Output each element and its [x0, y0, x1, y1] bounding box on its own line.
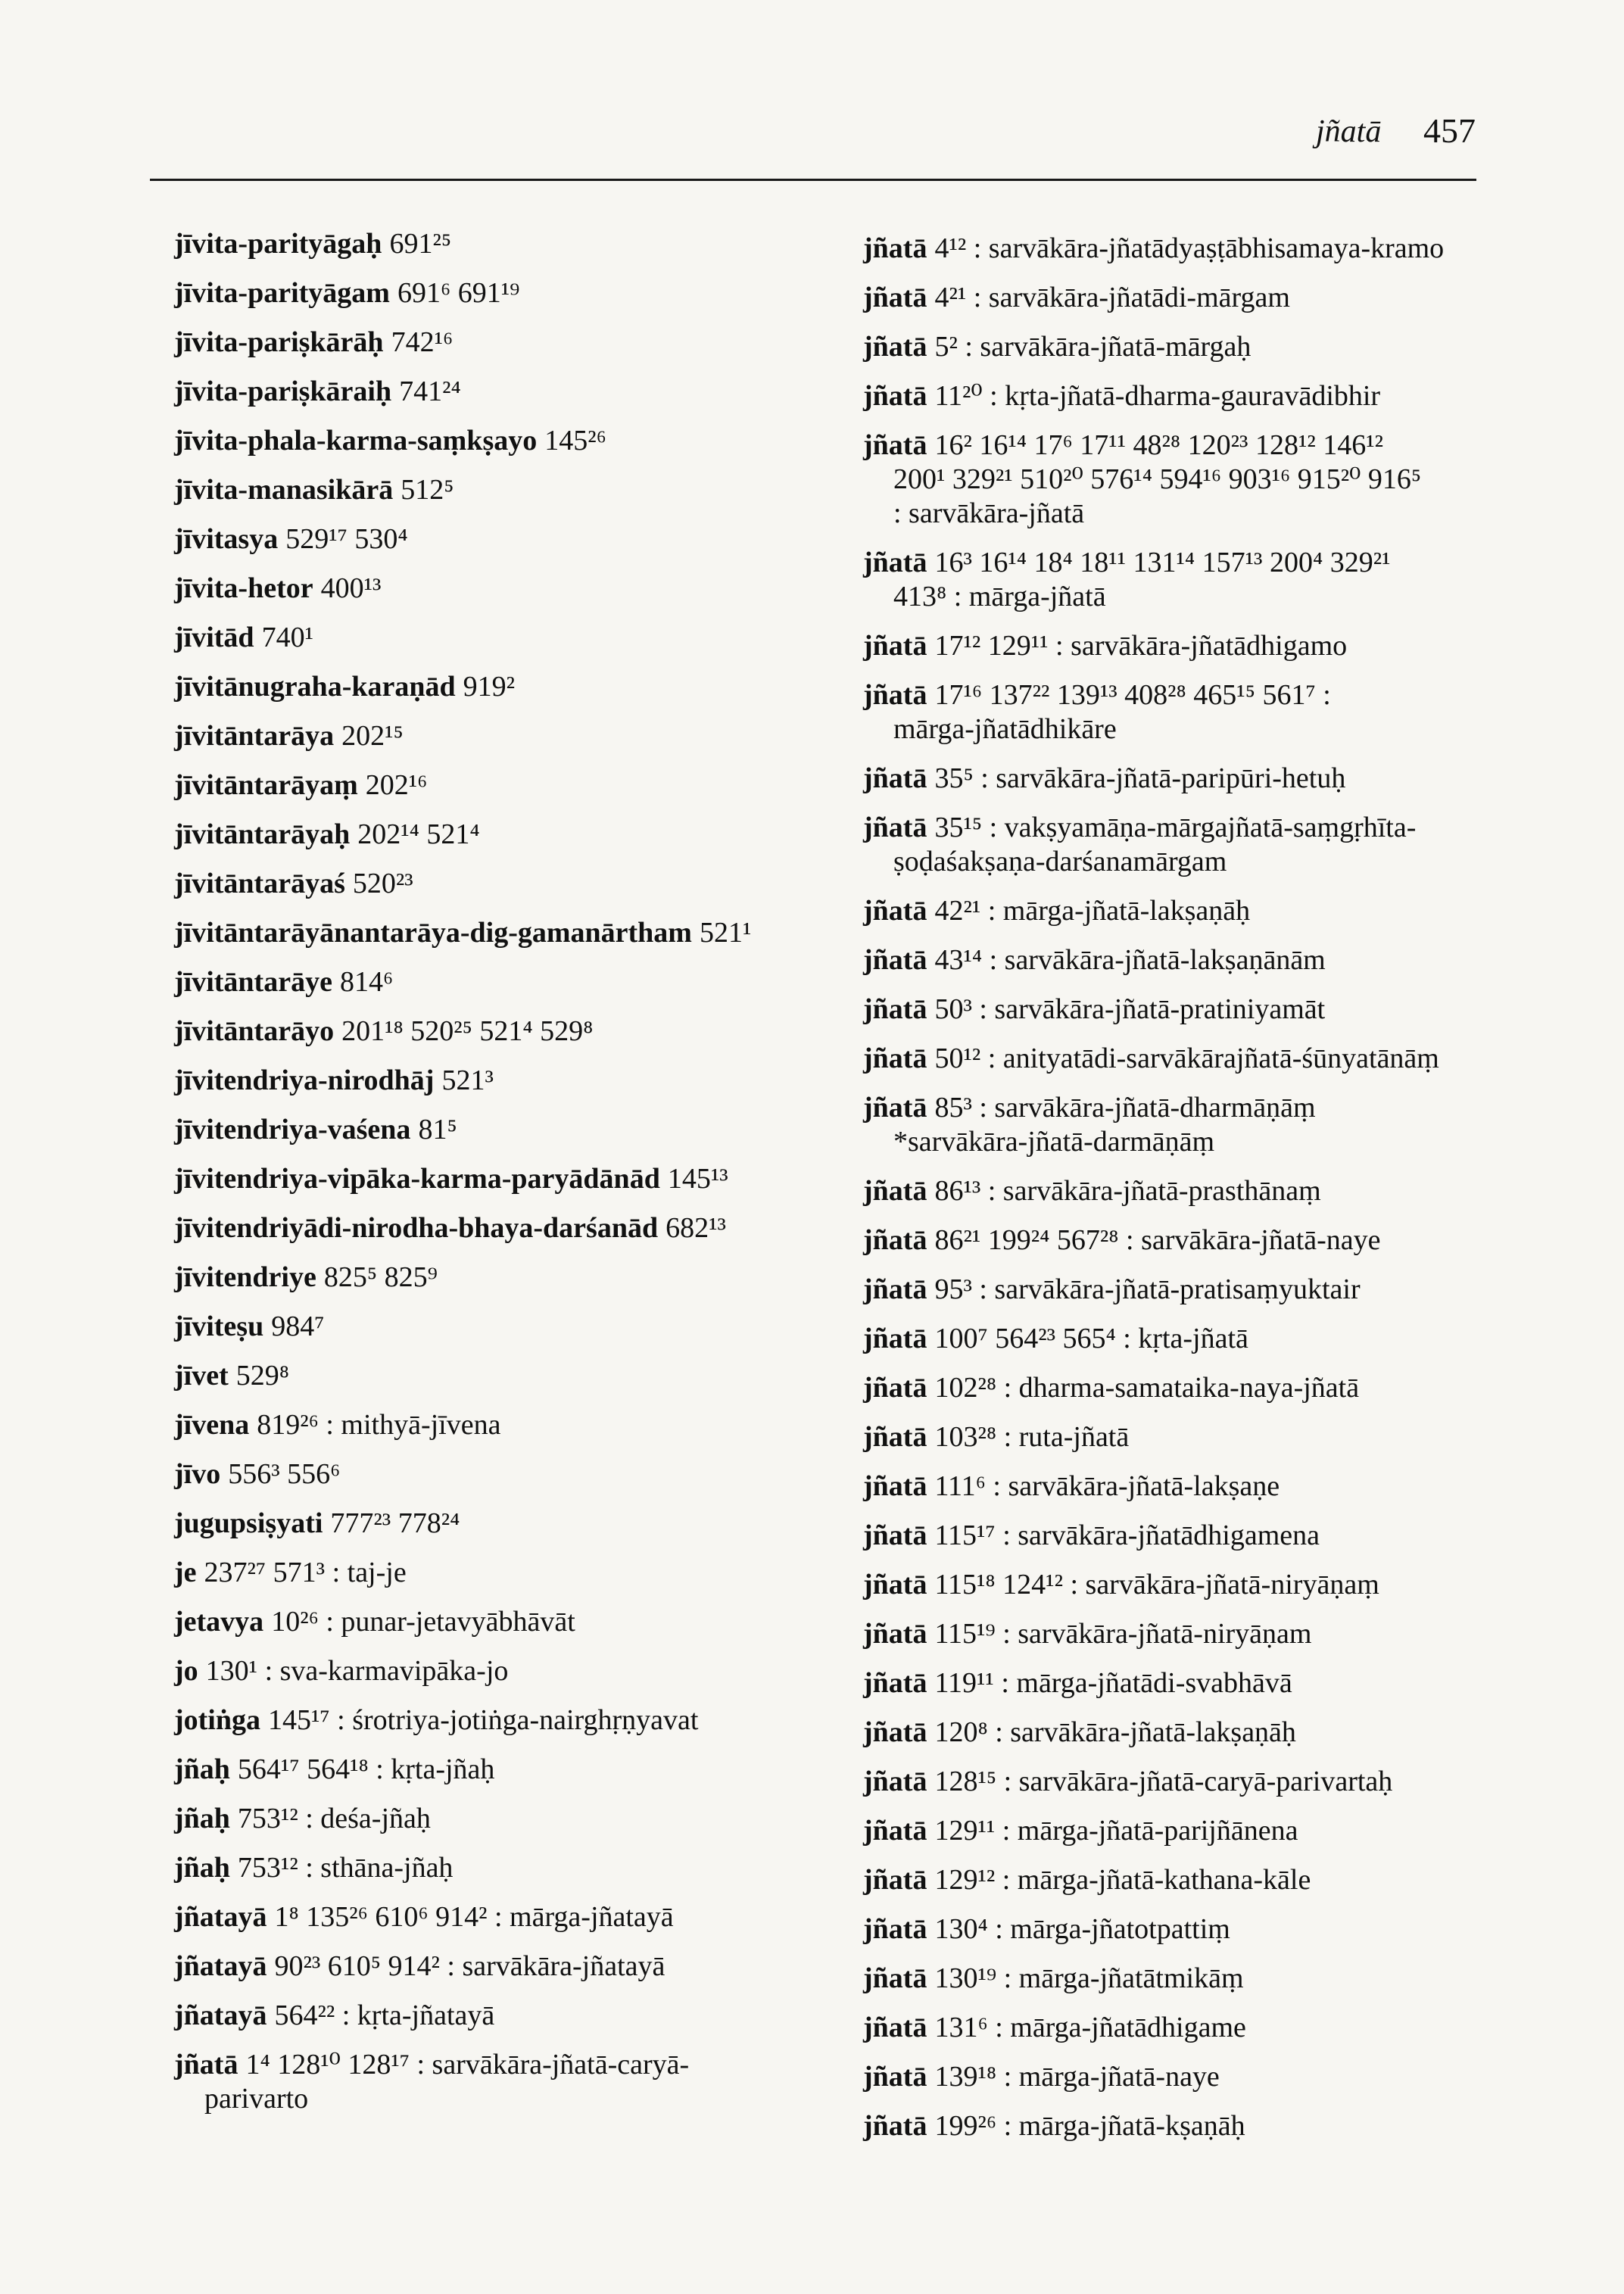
index-entry [174, 1999, 840, 2048]
entry-gloss: : [1323, 679, 1331, 711]
entry-gloss: : sarvākāra-jñatādyaṣṭābhisamaya-kramo [973, 232, 1445, 264]
index-entry [174, 473, 840, 522]
entry-references: 90²³ 610⁵ 914² [274, 1950, 440, 1982]
entry-references: 825⁵ 825⁹ [323, 1261, 438, 1293]
index-entry [863, 379, 1514, 429]
entry-references: 16² 16¹⁴ 17⁶ 17¹¹ 48²⁸ 120²³ 128¹² 146¹² [934, 429, 1384, 461]
index-entry [174, 1457, 840, 1507]
index-entry [174, 276, 840, 326]
entry-references: 120⁸ [934, 1716, 988, 1748]
entry-headword: jīvita-parityāgaḥ [174, 228, 382, 260]
entry-gloss: : mārga-jñatādi-svabhāvā [1001, 1667, 1292, 1699]
index-entry [863, 1765, 1514, 1814]
entry-continuation: 200¹ 329²¹ 510²⁰ 576¹⁴ 594¹⁶ 903¹⁶ 915²⁰ 916⁵ [893, 463, 1422, 495]
index-entry [174, 670, 840, 719]
entry-references: 111⁶ [934, 1470, 986, 1502]
index-entry [174, 1654, 840, 1703]
index-entry [174, 916, 840, 965]
index-entry [863, 629, 1514, 678]
index-entry [174, 1064, 840, 1113]
entry-headword: jīvitāntarāya [174, 720, 335, 752]
entry-headword: jñatā [863, 429, 927, 461]
entry-references: 115¹⁷ [934, 1519, 996, 1551]
entry-references: 521¹ [699, 917, 752, 949]
entry-continuation: mārga-jñatādhikāre [893, 713, 1117, 745]
index-entry [863, 1470, 1514, 1519]
entry-gloss: : anityatādi-sarvākārajñatā-śūnyatānāṃ [987, 1043, 1439, 1074]
entry-references: 529⁸ [235, 1360, 289, 1392]
entry-references: 128¹⁵ [934, 1766, 997, 1797]
entry-references: 777²³ 778²⁴ [330, 1507, 460, 1539]
entry-gloss: : sarvākāra-jñatā-niryāṇam [1002, 1618, 1312, 1650]
entry-references: 129¹¹ [934, 1815, 996, 1847]
entry-gloss: : kṛta-jñatā [1123, 1323, 1248, 1354]
entry-gloss: : sarvākāra-jñatā-prasthānaṃ [987, 1175, 1321, 1207]
entry-gloss: : sarvākāra-jñatā-mārgaḥ [965, 331, 1252, 363]
entry-references: 4²¹ [934, 282, 967, 313]
entry-headword: jīvita-pariṣkāraiḥ [174, 376, 392, 407]
entry-headword: jīvet [174, 1360, 229, 1392]
entry-headword: jīvita-parityāgam [174, 277, 390, 309]
index-entry [174, 1507, 840, 1556]
entry-references: 145¹⁷ [268, 1704, 330, 1736]
index-entry [174, 2048, 840, 2131]
entry-headword: jñatā [863, 1224, 927, 1256]
entry-headword: jñatā [863, 1470, 927, 1502]
entry-references: 984⁷ [271, 1311, 325, 1342]
entry-references: 691⁶ 691¹⁹ [397, 277, 520, 309]
index-entry [174, 1950, 840, 1999]
entry-headword: jñatā [863, 630, 927, 662]
entry-references: 145²⁶ [544, 425, 606, 457]
entry-references: 202¹⁶ [365, 769, 428, 801]
index-entry [863, 943, 1514, 993]
index-entry [863, 762, 1514, 811]
entry-gloss: : sarvākāra-jñatā-pratisaṃyuktair [979, 1273, 1361, 1305]
entry-headword: jñatā [863, 1273, 927, 1305]
entry-gloss: : sarvākāra-jñatā-paripūri-hetuḥ [980, 762, 1346, 794]
entry-gloss: : taj-je [332, 1557, 407, 1588]
entry-references: 86¹³ [934, 1175, 981, 1207]
index-entry [863, 1091, 1514, 1174]
entry-headword: jñatā [863, 1092, 927, 1124]
entry-headword: jñatā [863, 1421, 927, 1453]
entry-references: 102²⁸ [934, 1372, 997, 1404]
entry-continuation: 413⁸ : mārga-jñatā [893, 581, 1106, 612]
index-entry [174, 1900, 840, 1950]
index-entry [863, 1042, 1514, 1091]
entry-gloss: : mārga-jñatā-kṣaṇāḥ [1003, 2110, 1245, 2142]
entry-references: 130¹⁹ [934, 1962, 997, 1994]
entry-headword: jīvita-hetor [174, 572, 313, 604]
index-entry [174, 375, 840, 424]
entry-continuation: *sarvākāra-jñatā-darmāṇāṃ [893, 1126, 1215, 1158]
entry-headword: jñatā [863, 1716, 927, 1748]
index-entry [174, 1408, 840, 1457]
entry-headword: jīvitād [174, 622, 254, 653]
entry-headword: jñaḥ [174, 1753, 230, 1785]
right-column [863, 232, 1514, 2158]
entry-references: 130⁴ [934, 1913, 988, 1945]
entry-references: 400¹³ [320, 572, 382, 604]
index-entry [863, 281, 1514, 330]
entry-headword: jñatā [863, 2061, 927, 2093]
index-entry [863, 546, 1514, 629]
index-entry [174, 1753, 840, 1802]
entry-references: 1⁸ 135²⁶ 610⁶ 914² [274, 1901, 488, 1933]
entry-gloss: : sarvākāra-jñatā-caryā- [416, 2049, 690, 2080]
entry-references: 753¹² [237, 1852, 298, 1884]
entry-gloss: : mārga-jñatātmikāṃ [1003, 1962, 1244, 1994]
entry-headword: jīvitasya [174, 523, 279, 555]
entry-headword: jīvitāntarāyo [174, 1015, 335, 1047]
entry-gloss: : mārga-jñatotpattiṃ [995, 1913, 1230, 1945]
index-entry [174, 1310, 840, 1359]
running-head: jñatā [1316, 114, 1382, 149]
index-entry [863, 678, 1514, 762]
entry-headword: jñatā [863, 944, 927, 976]
entry-references: 139¹⁸ [934, 2061, 997, 2093]
entry-headword: jīvitāntarāyānantarāya-dig-gamanārtham [174, 917, 692, 949]
entry-headword: jñatā [863, 282, 927, 313]
entry-gloss: : mārga-jñatayā [494, 1901, 674, 1933]
entry-references: 741²⁴ [399, 376, 461, 407]
entry-gloss: : sthāna-jñaḥ [305, 1852, 454, 1884]
entry-headword: jñatā [863, 232, 927, 264]
entry-headword: jīvitendriyādi-nirodha-bhaya-darśanād [174, 1212, 659, 1244]
entry-continuation: parivarto [204, 2083, 309, 2115]
entry-references: 42²¹ [934, 895, 981, 927]
entry-references: 202¹⁵ [341, 720, 404, 752]
entry-references: 115¹⁹ [934, 1618, 996, 1650]
entry-gloss: : punar-jetavyābhāvāt [326, 1606, 575, 1638]
index-entry [863, 993, 1514, 1042]
entry-references: 814⁶ [339, 966, 394, 998]
entry-headword: jetavya [174, 1606, 264, 1638]
entry-references: 81⁵ [418, 1114, 457, 1145]
index-entry [863, 811, 1514, 894]
index-entry [174, 326, 840, 375]
index-entry [863, 1863, 1514, 1912]
entry-headword: jotiṅga [174, 1704, 260, 1736]
index-entry [174, 768, 840, 818]
entry-gloss: : sarvākāra-jñatādi-mārgam [973, 282, 1290, 313]
entry-gloss: : kṛta-jñaḥ [376, 1753, 495, 1785]
entry-headword: jñatayā [174, 1950, 267, 1982]
entry-gloss: : mārga-jñatā-lakṣaṇāḥ [987, 895, 1251, 927]
entry-headword: jīvitānugraha-karaṇād [174, 671, 456, 703]
entry-headword: jñatā [863, 812, 927, 843]
index-entry [863, 1617, 1514, 1666]
entry-headword: jīvena [174, 1409, 250, 1441]
entry-references: 1⁴ 128¹⁰ 128¹⁷ [245, 2049, 410, 2080]
index-entry [863, 330, 1514, 379]
entry-references: 115¹⁸ 124¹² [934, 1569, 1063, 1601]
entry-references: 529¹⁷ 530⁴ [285, 523, 408, 555]
entry-gloss: : sarvākāra-jñatādhigamo [1055, 630, 1348, 662]
entry-gloss: : sarvākāra-jñatā-lakṣaṇe [993, 1470, 1280, 1502]
entry-references: 691²⁵ [389, 228, 452, 260]
index-entry [174, 965, 840, 1015]
entry-gloss: : sarvākāra-jñatā-naye [1126, 1224, 1381, 1256]
index-entry [863, 2011, 1514, 2060]
entry-headword: jīvitendriya-vaśena [174, 1114, 411, 1145]
entry-headword: jñaḥ [174, 1803, 230, 1834]
entry-headword: jñatā [863, 1766, 927, 1797]
entry-references: 682¹³ [665, 1212, 726, 1244]
index-entry [863, 894, 1514, 943]
index-entry [863, 1322, 1514, 1371]
entry-references: 50¹² [934, 1043, 981, 1074]
entry-references: 199²⁶ [934, 2110, 997, 2142]
entry-headword: jīvo [174, 1458, 221, 1490]
index-entry [174, 227, 840, 276]
index-entry [174, 719, 840, 768]
entry-gloss: : sarvākāra-jñatā-lakṣaṇāḥ [995, 1716, 1296, 1748]
index-entry [863, 2109, 1514, 2158]
entry-headword: jīvitendriye [174, 1261, 316, 1293]
entry-gloss: : vakṣyamāṇa-mārgajñatā-saṃgṛhīta- [989, 812, 1417, 843]
header-rule [150, 179, 1476, 181]
entry-headword: je [174, 1557, 197, 1588]
entry-headword: jñatā [863, 993, 927, 1025]
entry-headword: jñatā [174, 2049, 238, 2080]
entry-references: 86²¹ 199²⁴ 567²⁸ [934, 1224, 1119, 1256]
index-entry [863, 429, 1514, 546]
entry-gloss: : sarvākāra-jñatā-niryāṇaṃ [1070, 1569, 1379, 1601]
entry-headword: jñatā [863, 679, 927, 711]
entry-headword: jīvitāntarāye [174, 966, 332, 998]
entry-headword: jñatā [863, 2012, 927, 2043]
entry-references: 237²⁷ 571³ [204, 1557, 326, 1588]
entry-references: 103²⁸ [934, 1421, 997, 1453]
index-entry [863, 232, 1514, 281]
entry-headword: jñatayā [174, 1999, 267, 2031]
entry-references: 564²² [274, 1999, 335, 2031]
index-entry [174, 1703, 840, 1753]
entry-references: 130¹ [205, 1655, 258, 1687]
entry-references: 16³ 16¹⁴ 18⁴ 18¹¹ 131¹⁴ 157¹³ 200⁴ 329²¹ [934, 547, 1391, 578]
entry-headword: jñatā [863, 1519, 927, 1551]
entry-headword: jñatā [863, 547, 927, 578]
entry-gloss: : sarvākāra-jñatayā [447, 1950, 665, 1982]
entry-headword: jñatā [863, 762, 927, 794]
entry-references: 10²⁶ [271, 1606, 319, 1638]
entry-references: 753¹² [237, 1803, 298, 1834]
index-entry [174, 424, 840, 473]
entry-gloss: : mārga-jñatā-parijñānena [1002, 1815, 1298, 1847]
entry-gloss: : sarvākāra-jñatā-dharmāṇāṃ [979, 1092, 1316, 1124]
entry-headword: jīviteṣu [174, 1311, 264, 1342]
entry-references: 35¹⁵ [934, 812, 983, 843]
index-entry [174, 1211, 840, 1261]
entry-headword: jñatā [863, 380, 927, 412]
entry-gloss: : deśa-jñaḥ [305, 1803, 431, 1834]
entry-headword: jñatā [863, 1175, 927, 1207]
entry-references: 919² [463, 671, 516, 703]
entry-gloss: : mārga-jñatā-kathana-kāle [1002, 1864, 1311, 1896]
entry-headword: jīvitāntarāyaś [174, 868, 345, 899]
index-entry [863, 1174, 1514, 1223]
entry-gloss: : sva-karmavipāka-jo [264, 1655, 509, 1687]
entry-gloss: : kṛta-jñatā-dharma-gauravādibhir [990, 380, 1381, 412]
index-entry [174, 572, 840, 621]
index-entry [863, 1912, 1514, 1962]
entry-headword: jñatā [863, 1864, 927, 1896]
index-entry [863, 1814, 1514, 1863]
index-entry [174, 1113, 840, 1162]
index-entry [174, 1261, 840, 1310]
entry-references: 201¹⁸ 520²⁵ 521⁴ 529⁸ [341, 1015, 594, 1047]
index-entry [174, 1359, 840, 1408]
entry-headword: jñatā [863, 895, 927, 927]
entry-references: 50³ [934, 993, 972, 1025]
index-entry [863, 2060, 1514, 2109]
entry-references: 43¹⁴ [934, 944, 983, 976]
entry-gloss: : ruta-jñatā [1003, 1421, 1130, 1453]
index-entry [174, 1015, 840, 1064]
entry-references: 17¹² 129¹¹ [934, 630, 1049, 662]
index-entry [174, 1162, 840, 1211]
entry-references: 17¹⁶ 137²² 139¹³ 408²⁸ 465¹⁵ 561⁷ [934, 679, 1316, 711]
entry-references: 145¹³ [667, 1163, 728, 1195]
entry-gloss: : śrotriya-jotiṅga-nairghṛṇyavat [337, 1704, 699, 1736]
entry-headword: jñatayā [174, 1901, 267, 1933]
index-entry [863, 1962, 1514, 2011]
entry-headword: jñatā [863, 1618, 927, 1650]
left-column [174, 227, 840, 2131]
entry-references: 556³ 556⁶ [228, 1458, 341, 1490]
index-entry [174, 621, 840, 670]
entry-headword: jīvita-manasikārā [174, 474, 394, 506]
entry-headword: jñatā [863, 1815, 927, 1847]
entry-references: 512⁵ [401, 474, 454, 506]
entry-gloss: : mārga-jñatādhigame [995, 2012, 1246, 2043]
entry-references: 4¹² [934, 232, 967, 264]
entry-headword: jñatā [863, 1569, 927, 1601]
index-entry [174, 1851, 840, 1900]
entry-gloss: : sarvākāra-jñatā-pratiniyamāt [979, 993, 1326, 1025]
entry-headword: jīvitāntarāyaṃ [174, 769, 358, 801]
entry-references: 11²⁰ [934, 380, 983, 412]
entry-headword: jīvita-pariṣkārāḥ [174, 326, 384, 358]
entry-headword: jñatā [863, 1913, 927, 1945]
entry-references: 95³ [934, 1273, 972, 1305]
entry-headword: jugupsiṣyati [174, 1507, 323, 1539]
entry-headword: jīvitendriya-vipāka-karma-paryādānād [174, 1163, 660, 1195]
entry-references: 520²³ [352, 868, 413, 899]
entry-references: 85³ [934, 1092, 972, 1124]
entry-headword: jñatā [863, 1043, 927, 1074]
entry-headword: jo [174, 1655, 198, 1687]
entry-headword: jīvitendriya-nirodhāj [174, 1064, 435, 1096]
entry-headword: jñatā [863, 1372, 927, 1404]
index-entry [863, 1716, 1514, 1765]
entry-gloss: : mārga-jñatā-naye [1003, 2061, 1220, 2093]
entry-references: 819²⁶ [257, 1409, 319, 1441]
entry-headword: jñatā [863, 1962, 927, 1994]
entry-gloss: : dharma-samataika-naya-jñatā [1003, 1372, 1360, 1404]
entry-headword: jñatā [863, 331, 927, 363]
entry-references: 521³ [441, 1064, 494, 1096]
entry-headword: jñatā [863, 1323, 927, 1354]
index-entry [174, 1802, 840, 1851]
entry-continuation: : sarvākāra-jñatā [893, 497, 1085, 529]
entry-references: 202¹⁴ 521⁴ [357, 818, 480, 850]
entry-references: 35⁵ [934, 762, 974, 794]
entry-references: 129¹² [934, 1864, 996, 1896]
entry-headword: jñaḥ [174, 1852, 230, 1884]
entry-continuation: ṣoḍaśakṣaṇa-darśanamārgam [893, 846, 1227, 877]
index-entry [863, 1420, 1514, 1470]
index-entry [174, 867, 840, 916]
entry-gloss: : sarvākāra-jñatā-caryā-parivartaḥ [1003, 1766, 1393, 1797]
entry-gloss: : sarvākāra-jñatādhigamena [1002, 1519, 1320, 1551]
entry-references: 564¹⁷ 564¹⁸ [237, 1753, 369, 1785]
entry-references: 100⁷ 564²³ 565⁴ [934, 1323, 1116, 1354]
entry-headword: jñatā [863, 1667, 927, 1699]
entry-references: 131⁶ [934, 2012, 988, 2043]
index-entry [174, 1605, 840, 1654]
index-entry [863, 1371, 1514, 1420]
entry-headword: jīvita-phala-karma-saṃkṣayo [174, 425, 538, 457]
entry-references: 5² [934, 331, 958, 363]
entry-headword: jñatā [863, 2110, 927, 2142]
index-entry [863, 1273, 1514, 1322]
index-entry [174, 1556, 840, 1605]
index-entry [863, 1568, 1514, 1617]
entry-gloss: : mithyā-jīvena [326, 1409, 501, 1441]
index-entry [174, 522, 840, 572]
index-entry [863, 1223, 1514, 1273]
entry-references: 119¹¹ [934, 1667, 994, 1699]
entry-gloss: : kṛta-jñatayā [341, 1999, 495, 2031]
index-entry [863, 1666, 1514, 1716]
index-entry [863, 1519, 1514, 1568]
entry-references: 742¹⁶ [391, 326, 454, 358]
entry-references: 740¹ [261, 622, 313, 653]
index-entry [174, 818, 840, 867]
page-number: 457 [1423, 111, 1476, 150]
entry-headword: jīvitāntarāyaḥ [174, 818, 351, 850]
entry-gloss: : sarvākāra-jñatā-lakṣaṇānām [989, 944, 1326, 976]
